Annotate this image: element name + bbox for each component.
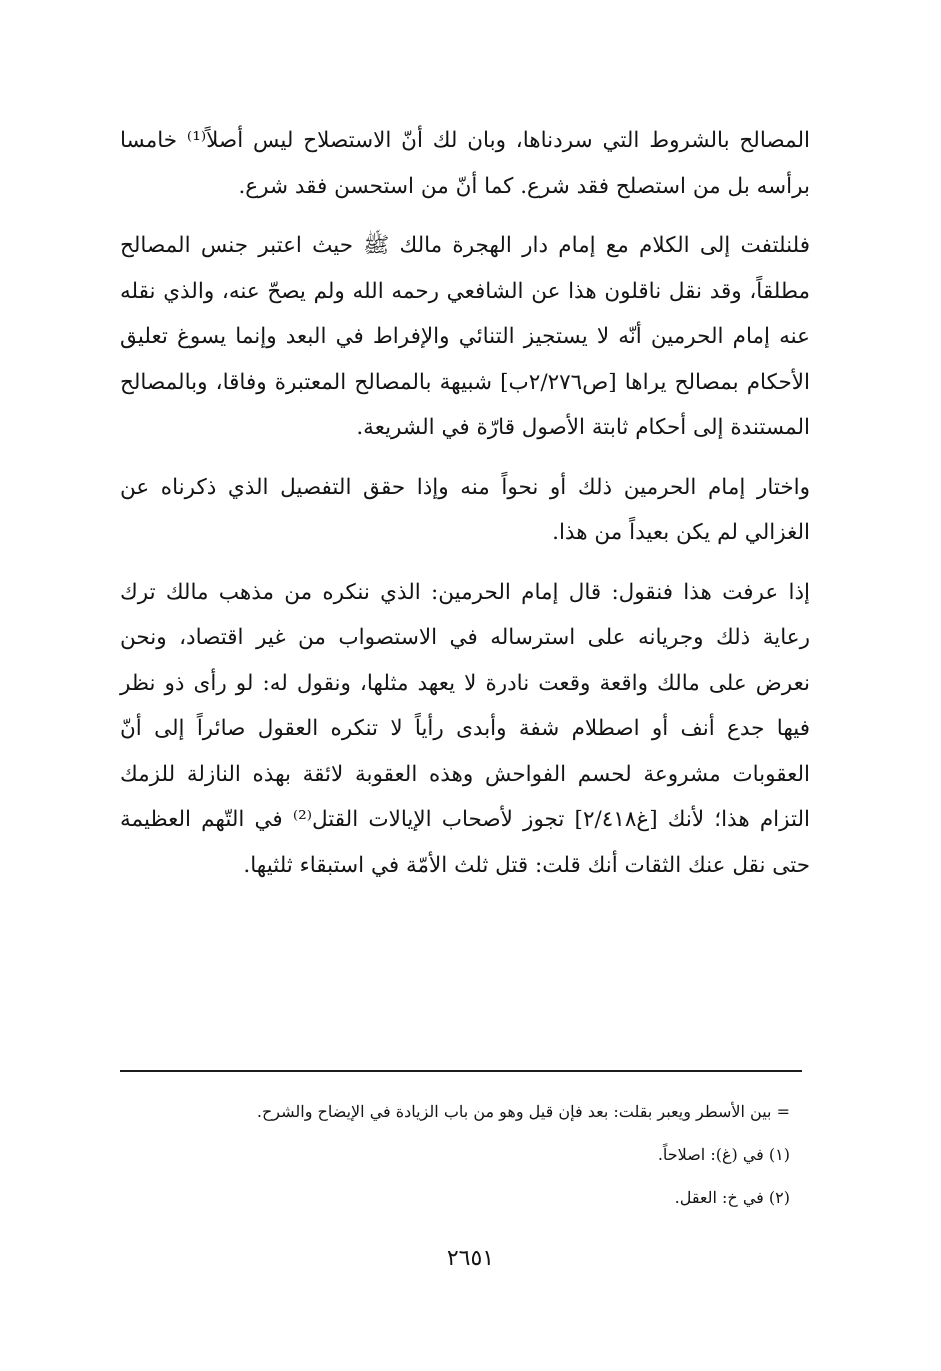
footnote: (١) في (غ): اصلاحاً. [657,1145,790,1164]
paragraph: واختار إمام الحرمين ذلك أو نحواً منه وإذا حقق التفصيل الذي ذكرناه عن الغزالي لم يكن بعيداً من هذا. [120,474,810,545]
paragraph: إذا عرفت هذا فنقول: قال إمام الحرمين: الذي ننكره من مذهب مالك ترك رعاية ذلك وجريانه على استرساله في الاستصواب من غير اقتصاد، ونحن نعرض على مالك واقعة وقعت نادرة لا يعهد مثلها، ونقول له: لو رأى ذو نظر فيها جدع أنف أو اصطلام شفة وأبدى رأياً لا تنكره العقول صائراً إلى أنّ العقوبات مشروعة لحسم الفواحش وهذه العقوبة لائقة بهذه النازلة للزمك التزام هذا؛ لأنك [غ٢/٤١٨] تجوز لأصحاب الإيالات القتل⁽²⁾ في التّهم العظيمة حتى نقل عنك الثقات أنك قلت: قتل ثلث الأمّة في استبقاء ثلثيها. [120,579,810,878]
paragraph: فلنلتفت إلى الكلام مع إمام دار الهجرة مالك ﷺ حيث اعتبر جنس المصالح مطلقاً، وقد نقل ناقلون هذا عن الشافعي رحمه الله ولم يصحّ عنه، والذي نقله عنه إمام الحرمين أنّه لا يستجيز التنائي والإفراط في البعد وإنما يسوغ تعليق الأحكام بمصالح يراها [ص٢/٢٧٦ب] شبيهة بالمصالح المعتبرة وفاقا، وبالمصالح المستندة إلى أحكام ثابتة الأصول قارّة في الشريعة. [120,233,810,440]
main-text [120,118,810,888]
footnotes [120,1090,790,1219]
paragraph: المصالح بالشروط التي سردناها، وبان لك أنّ الاستصلاح ليس أصلاً⁽¹⁾ خامسا برأسه بل من استصلح فقد شرع. كما أنّ من استحسن فقد شرع. [120,128,811,199]
footnote: = بين الأسطر ويعبر بقلت: بعد فإن قيل وهو من باب الزيادة في الإيضاح والشرح. [256,1102,790,1121]
footnote-divider [120,1070,802,1072]
footnote: (٢) في خ: العقل. [674,1188,790,1207]
page-number: ٢٦٥١ [446,1246,495,1271]
